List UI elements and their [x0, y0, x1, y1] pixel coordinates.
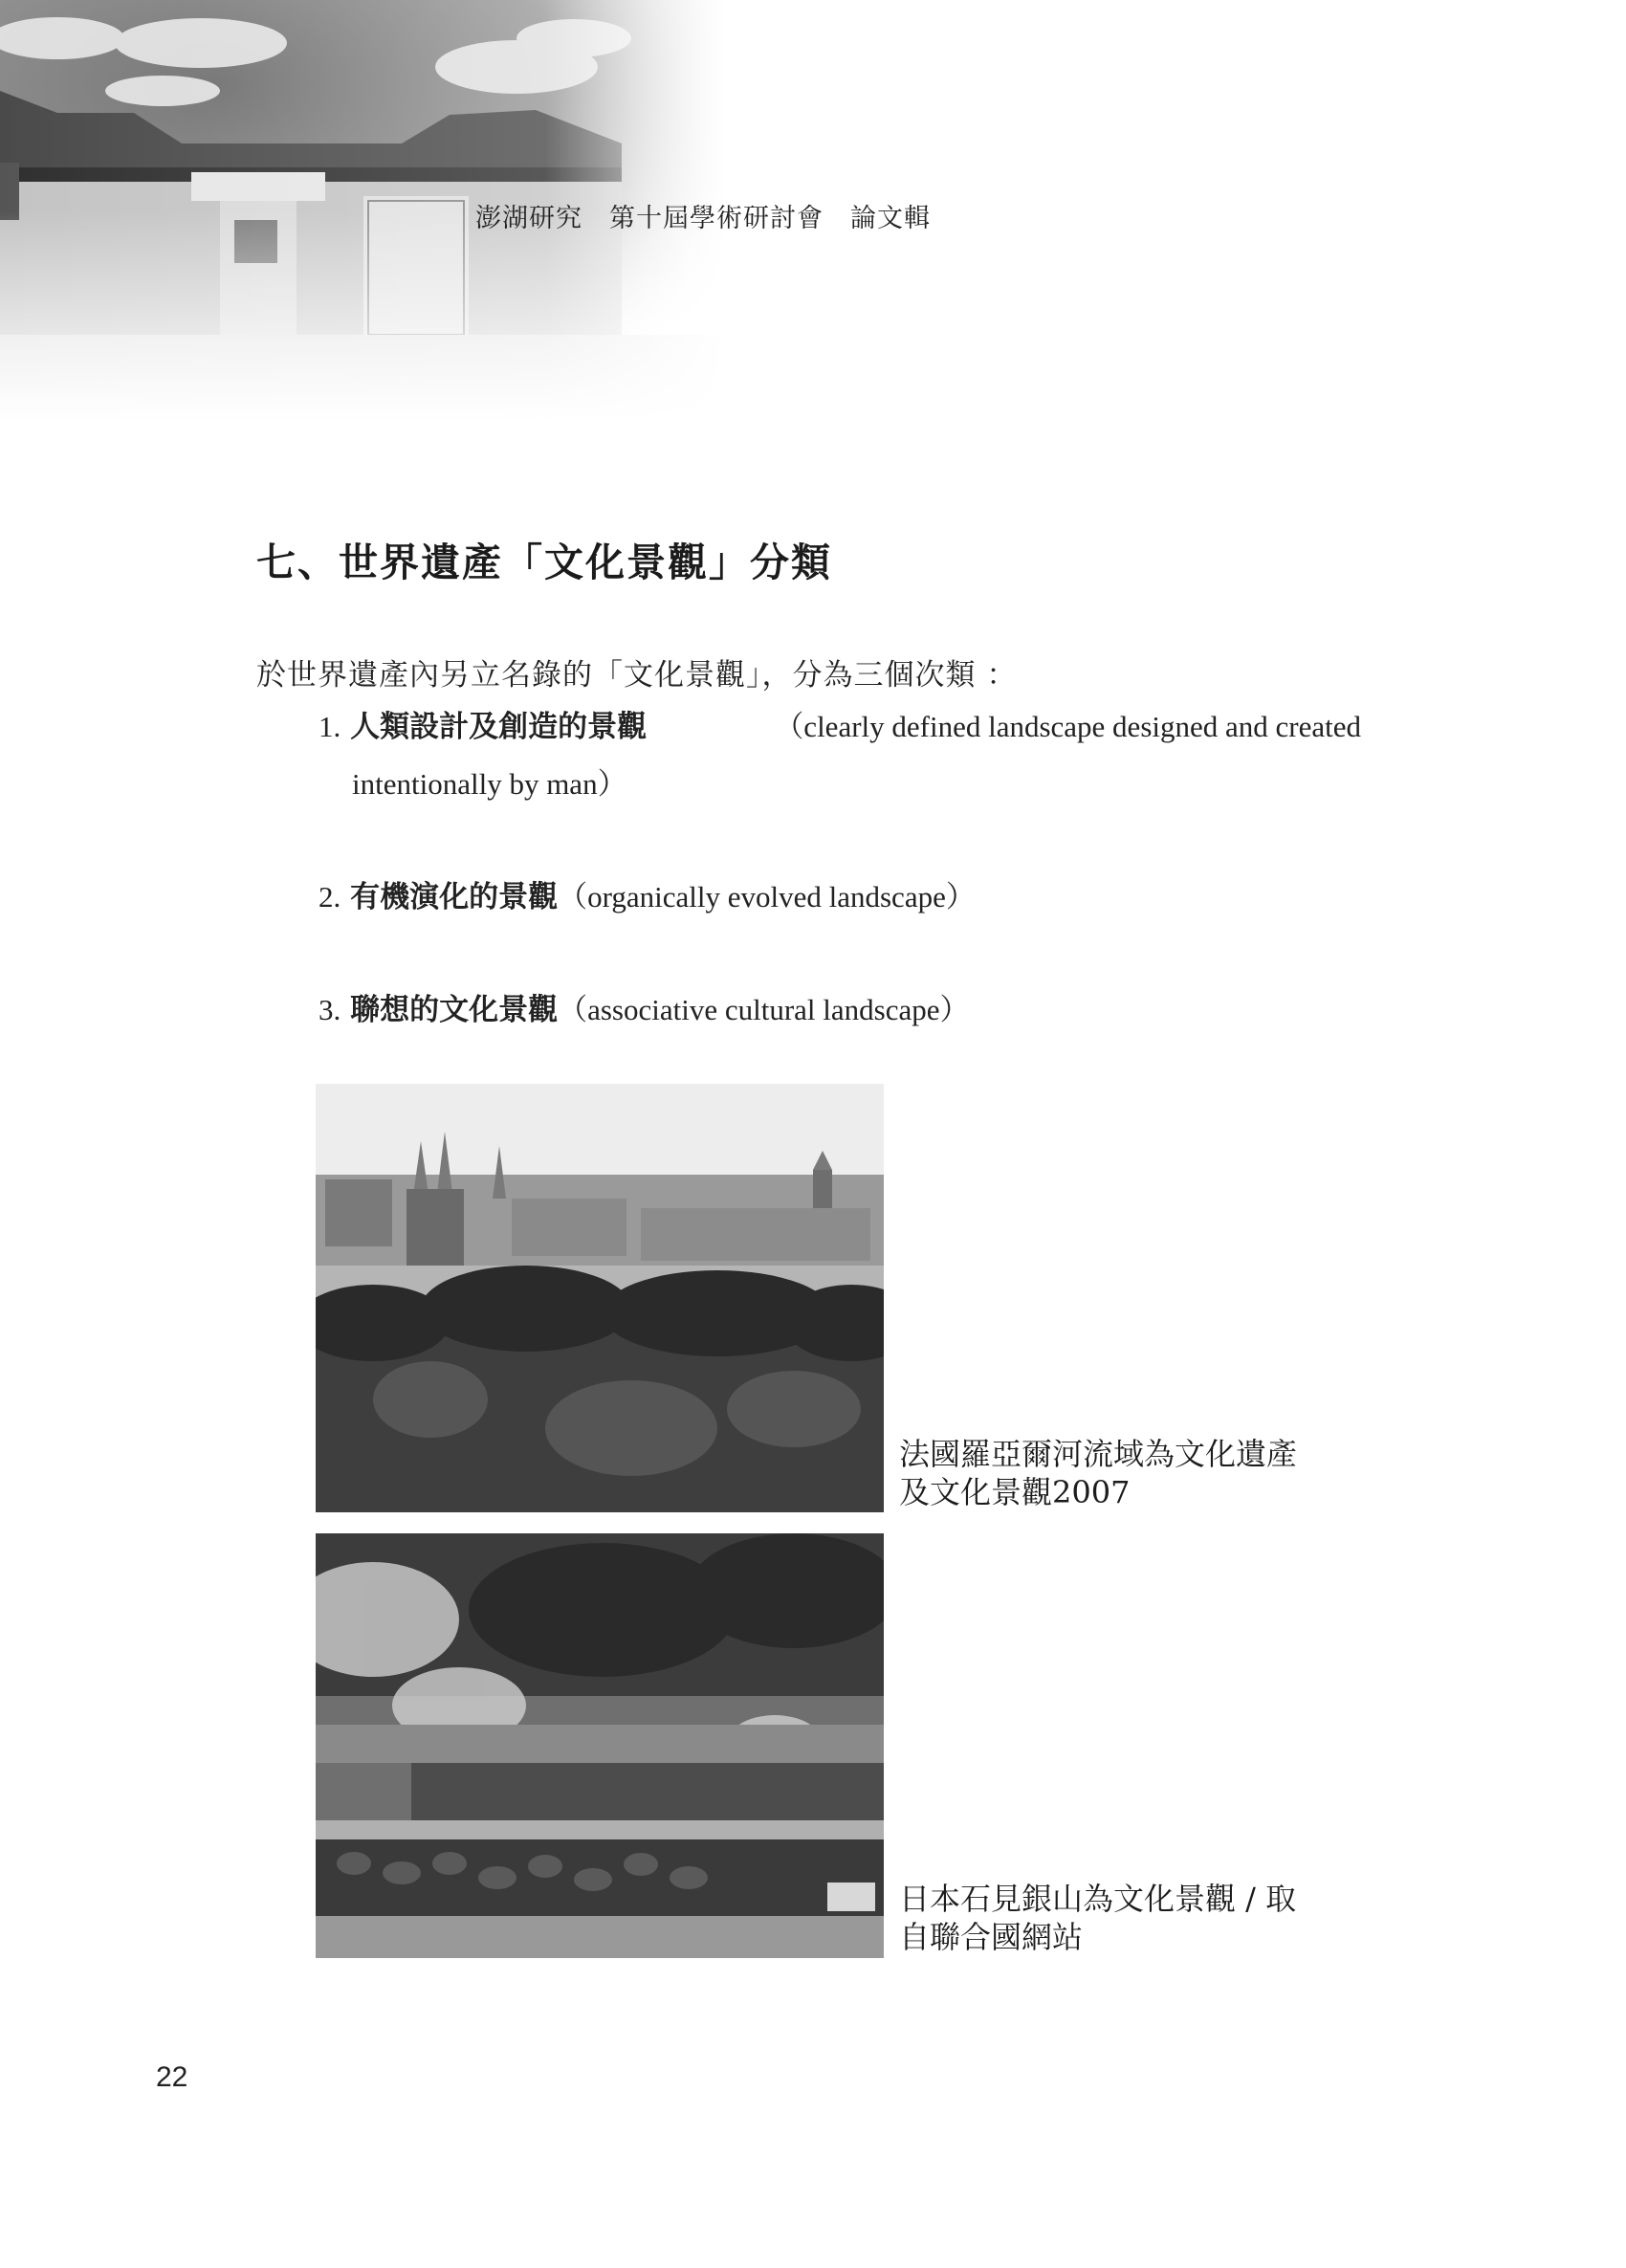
section-title: 七、世界遺產「文化景觀」分類	[256, 539, 832, 585]
list-item	[319, 981, 1361, 1039]
list-item	[319, 869, 1361, 926]
figure-caption	[899, 1880, 1349, 1956]
list-item-title: 有機演化的景觀	[350, 880, 559, 914]
list-item	[319, 698, 1361, 813]
list-item-english: （clearly defined landscape designed and created	[774, 710, 1361, 743]
caption-line: 法國羅亞爾河流域為文化遺產	[899, 1436, 1298, 1472]
list-item-english: （associative cultural landscape）	[558, 993, 970, 1026]
caption-line: 及文化景觀2007	[899, 1474, 1131, 1510]
list-item-number: 3.	[319, 993, 341, 1026]
list-item-number: 1.	[319, 710, 341, 743]
list-item-english: （organically evolved landscape）	[558, 880, 976, 914]
intro-paragraph: 於世界遺產內另立名錄的「文化景觀」，分為三個次類 ：	[256, 658, 1018, 693]
list-item-title: 人類設計及創造的景觀	[350, 710, 648, 744]
iwami-ginzan-photo	[316, 1533, 884, 1958]
list-item-english-cont: intentionally by man）	[352, 767, 627, 801]
list-item-number: 2.	[319, 880, 341, 914]
loire-valley-photo	[316, 1084, 884, 1512]
list-item-title: 聯想的文化景觀	[350, 993, 559, 1027]
caption-line: 日本石見銀山為文化景觀 / 取	[899, 1881, 1297, 1917]
caption-line: 自聯合國網站	[899, 1919, 1084, 1955]
running-head: 澎湖研究 第十屆學術研討會 論文輯	[475, 204, 931, 233]
list-item-line	[319, 698, 1361, 756]
figure-caption	[899, 1435, 1349, 1511]
page-number: 22	[156, 2061, 188, 2093]
